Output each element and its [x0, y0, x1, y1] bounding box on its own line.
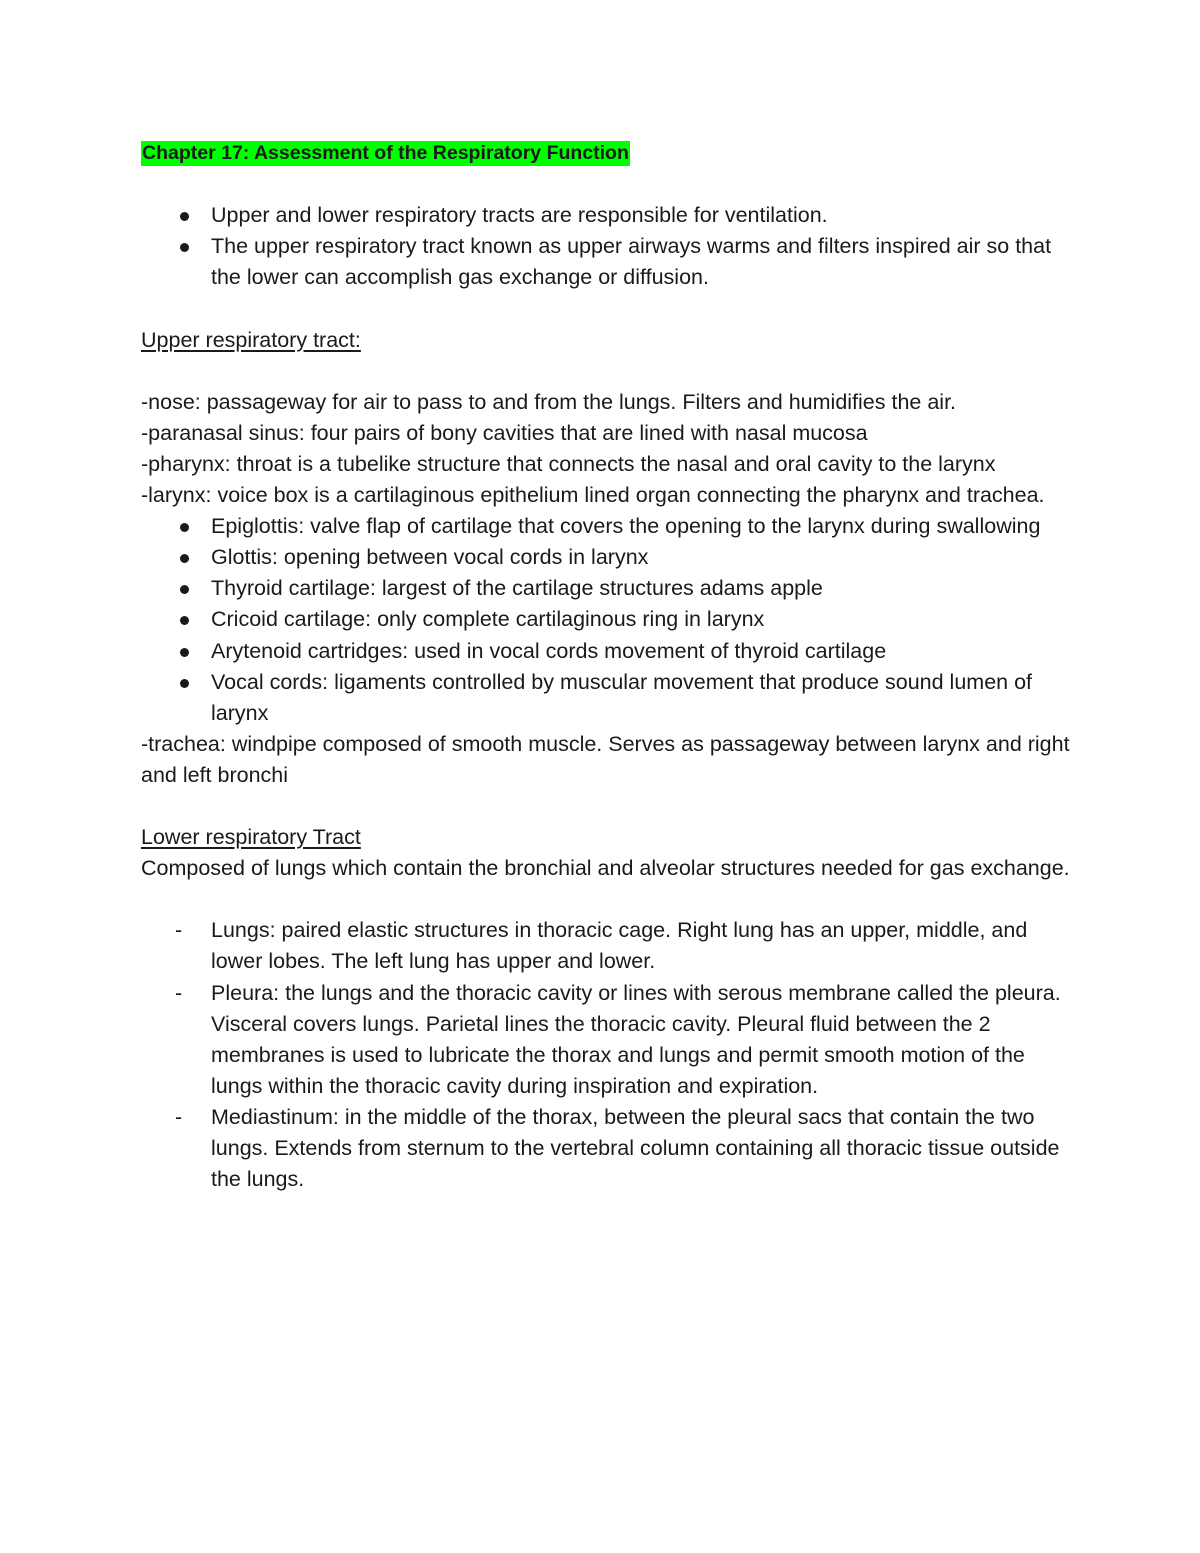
bullet-icon	[180, 554, 189, 563]
dash-marker: -	[175, 980, 183, 1005]
bullet-icon	[180, 616, 189, 625]
pharynx-line: -pharynx: throat is a tubelike structure that connects the nasal and oral cavity to the larynx	[141, 451, 996, 476]
spacer	[141, 169, 1071, 200]
bullet-icon	[180, 523, 189, 532]
trachea-line: -trachea: windpipe composed of smooth muscle. Serves as passageway between larynx and right and left bronchi	[141, 731, 1070, 787]
dash-marker: -	[175, 1104, 183, 1129]
list-item: - Mediastinum: in the middle of the thorax, between the pleural sacs that contain the two lungs. Extends from sternum to the vertebral column containing all thoracic tissue outside the lungs.	[141, 1102, 1071, 1195]
spacer	[141, 293, 1071, 324]
bullet-icon	[180, 585, 189, 594]
list-item: Thyroid cartilage: largest of the cartilage structures adams apple	[141, 573, 1071, 604]
lower-tract-intro: Composed of lungs which contain the bronchial and alveolar structures needed for gas exchange.	[141, 856, 1070, 881]
dash-marker: -	[175, 918, 183, 943]
list-item: Cricoid cartilage: only complete cartilaginous ring in larynx	[141, 604, 1071, 635]
chapter-title	[141, 138, 1071, 169]
lower-tract-heading: Lower respiratory Tract	[141, 825, 361, 850]
bullet-icon	[180, 679, 189, 688]
paranasal-line: -paranasal sinus: four pairs of bony cavities that are lined with nasal mucosa	[141, 420, 868, 445]
list-item: Glottis: opening between vocal cords in larynx	[141, 542, 1071, 573]
bullet-icon	[180, 243, 189, 252]
nose-line: -nose: passageway for air to pass to and from the lungs. Filters and humidifies the air.	[141, 389, 957, 414]
title-highlight: Chapter 17: Assessment of the Respiratory Function	[142, 142, 629, 164]
lower-dash-list	[141, 915, 1071, 1195]
spacer	[141, 356, 1071, 387]
list-item: - Pleura: the lungs and the thoracic cavity or lines with serous membrane called the pleura. Visceral covers lungs. Parietal lines the thoracic cavity. Pleural fluid between the 2 membranes is used to lubricate the thorax and lungs and permit smooth motion of the lungs within the thoracic cavity during inspiration and expiration.	[141, 978, 1071, 1102]
upper-tract-heading: Upper respiratory tract:	[141, 327, 361, 352]
list-item: Upper and lower respiratory tracts are responsible for ventilation.	[141, 200, 1071, 231]
spacer	[141, 791, 1071, 822]
intro-bullet-list	[141, 200, 1071, 293]
spacer	[141, 884, 1071, 915]
list-item: - Lungs: paired elastic structures in thoracic cage. Right lung has an upper, middle, and lower lobes. The left lung has upper and lower.	[141, 915, 1071, 977]
larynx-line: -larynx: voice box is a cartilaginous epithelium lined organ connecting the pharynx and trachea.	[141, 483, 1045, 508]
list-item: Vocal cords: ligaments controlled by muscular movement that produce sound lumen of larynx	[141, 667, 1071, 729]
list-item: The upper respiratory tract known as upper airways warms and filters inspired air so that the lower can accomplish gas exchange or diffusion.	[141, 231, 1071, 293]
list-item: Arytenoid cartridges: used in vocal cords movement of thyroid cartilage	[141, 636, 1071, 667]
document-body	[141, 138, 1071, 1195]
list-item: Epiglottis: valve flap of cartilage that covers the opening to the larynx during swallowing	[141, 511, 1071, 542]
bullet-icon	[180, 648, 189, 657]
bullet-icon	[180, 212, 189, 221]
larynx-bullet-list	[141, 511, 1071, 729]
